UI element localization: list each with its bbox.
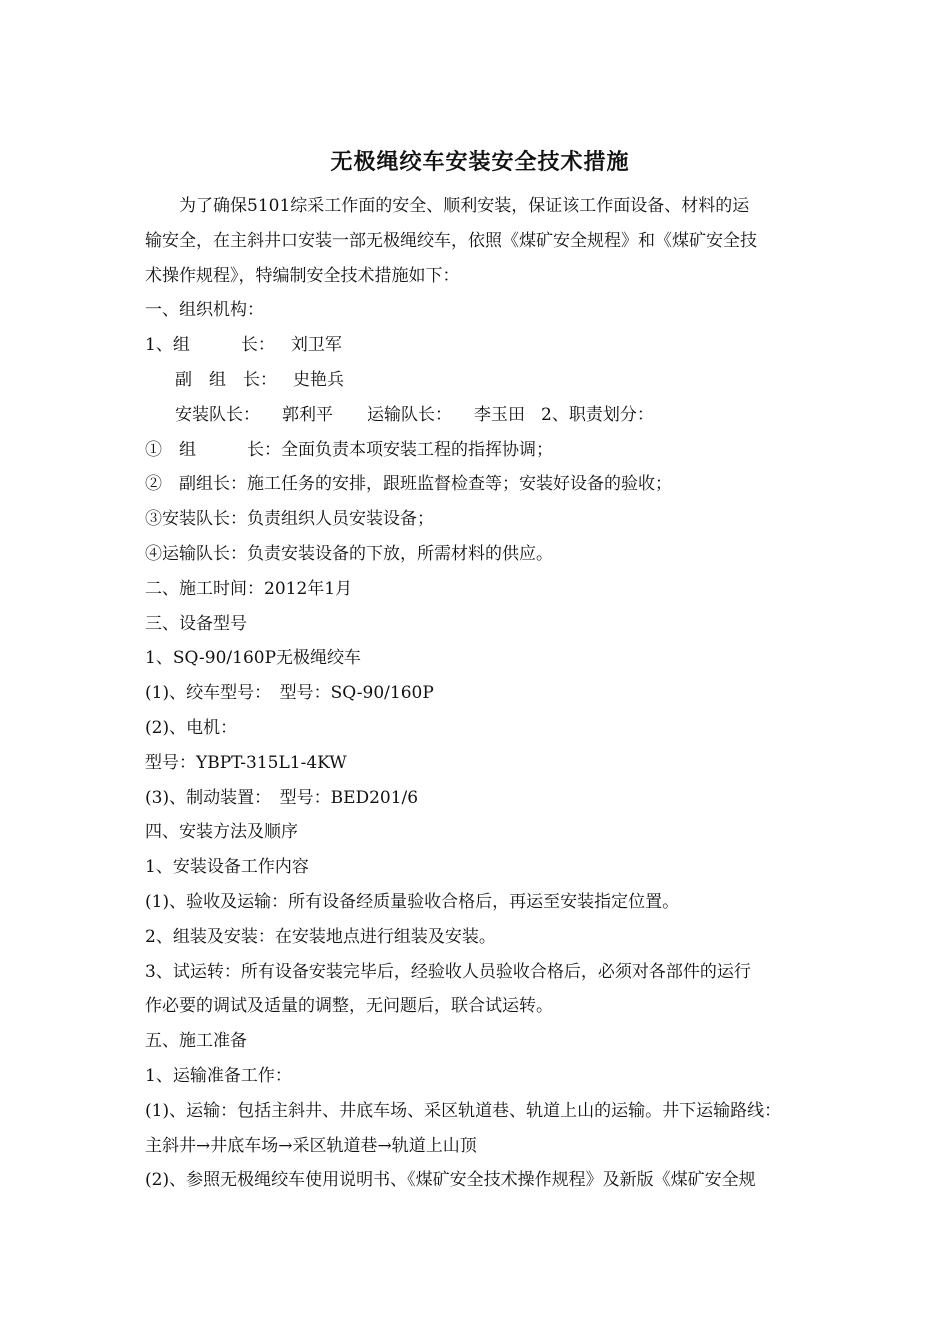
leader-row <box>145 328 815 363</box>
section5-line-4: (2)、参照无极绳绞车使用说明书、《煤矿安全技术操作规程》及新版《煤矿安全规 <box>145 1170 756 1191</box>
section4-line-1: 1、安装设备工作内容 <box>145 857 309 878</box>
section4-line-2: (1)、验收及运输：所有设备经质量验收合格后，再运至安装指定位置。 <box>145 891 680 912</box>
section5-heading: 五、施工准备 <box>145 1031 247 1052</box>
leader-name: 刘卫军 <box>290 335 342 356</box>
section3-line-2: (1)、绞车型号： 型号：SQ-90/160P <box>145 683 434 704</box>
section1-heading: 一、组织机构： <box>145 300 264 321</box>
deputy-row <box>145 363 815 398</box>
duty-line-4: ④运输队长：负责安装设备的下放，所需材料的供应。 <box>145 543 553 564</box>
section3-heading: 三、设备型号 <box>145 613 247 634</box>
document-title: 无极绳绞车安装安全技术措施 <box>330 149 630 175</box>
section4-heading: 四、安装方法及顺序 <box>145 822 298 843</box>
document-page <box>145 145 815 1198</box>
transport-name: 李玉田 <box>474 404 525 425</box>
intro-line-3: 术操作规程》，特编制安全技术措施如下： <box>145 265 460 286</box>
duties-heading: 2、职责划分： <box>541 404 654 425</box>
teams-row <box>145 398 815 433</box>
duty-line-3: ③安装队长：负责组织人员安装设备； <box>145 509 434 530</box>
section4-line-3: 2、组装及安装：在安装地点进行组装及安装。 <box>145 926 496 947</box>
section3-line-4: 型号：YBPT-315L1-4KW <box>145 752 347 773</box>
install-label: 安装队长： <box>175 404 260 425</box>
section5-line-3: 主斜井→井底车场→采区轨道巷→轨道上山顶 <box>145 1135 477 1156</box>
section3-line-3: (2)、电机： <box>145 717 238 738</box>
duty-line-1: ① 组 长：全面负责本项安装工程的指挥协调； <box>145 439 553 460</box>
section3-line-5: (3)、制动装置： 型号：BED201/6 <box>145 787 419 808</box>
section4-line-4: 3、试运转：所有设备安装完毕后，经验收人员验收合格后，必须对各部件的运行 <box>145 961 751 982</box>
intro-line-1: 为了确保5101综采工作面的安全、顺利安装，保证该工作面设备、材料的运 <box>179 196 750 216</box>
deputy-name: 史艳兵 <box>293 369 344 390</box>
section2-heading: 二、施工时间：2012年1月 <box>145 578 353 599</box>
section5-line-2: (1)、运输：包括主斜井、井底车场、采区轨道巷、轨道上山的运输。井下运输路线： <box>145 1100 782 1121</box>
install-name: 郭利平 <box>282 404 333 425</box>
transport-label: 运输队长： <box>367 404 452 425</box>
section5-line-1: 1、运输准备工作： <box>145 1065 292 1086</box>
duty-line-2: ② 副组长：施工任务的安排，跟班监督检查等；安装好设备的验收； <box>145 474 672 495</box>
intro-line-2: 输安全，在主斜井口安装一部无极绳绞车，依照《煤矿安全规程》和《煤矿安全技 <box>145 230 757 251</box>
section4-line-5: 作必要的调试及适量的调整，无问题后，联合试运转。 <box>145 996 553 1017</box>
section3-line-1: 1、SQ-90/160P无极绳绞车 <box>145 648 362 669</box>
leader-label: 1、组 长： <box>145 335 275 356</box>
deputy-label: 副 组 长： <box>175 369 277 390</box>
